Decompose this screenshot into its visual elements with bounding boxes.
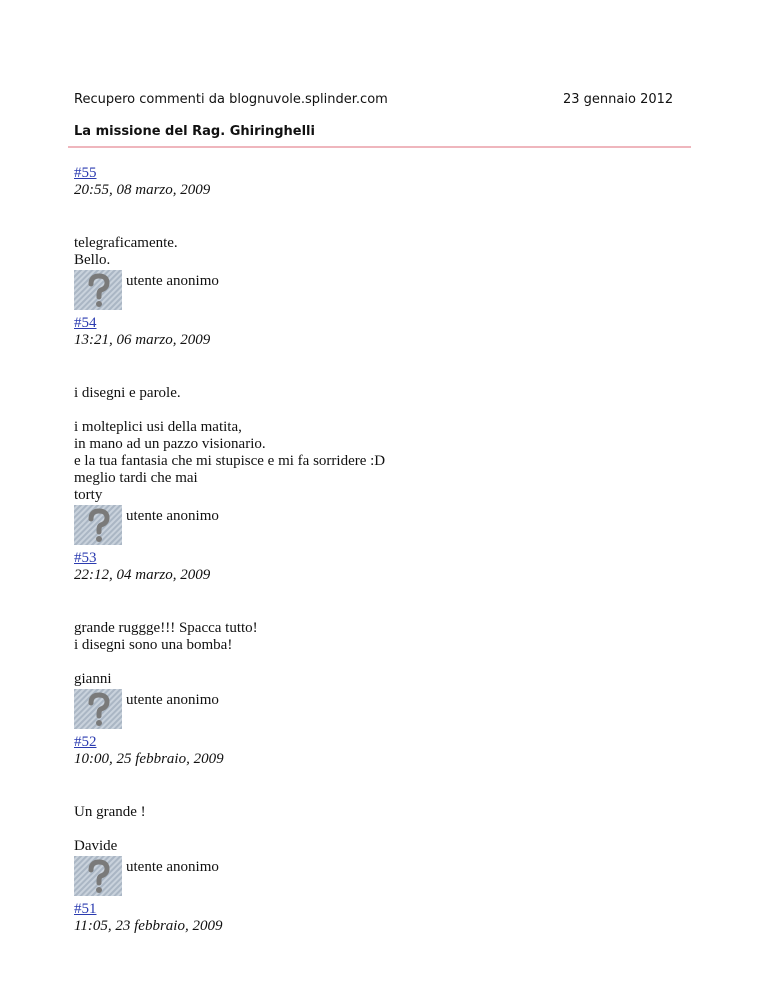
comment-body — [74, 620, 634, 688]
comment-text-line: in mano ad un pazzo visionario. — [74, 436, 266, 452]
comment-text-line: meglio tardi che mai — [74, 470, 198, 486]
comment-timestamp: 13:21, 06 marzo, 2009 — [74, 332, 211, 348]
comment-item — [74, 315, 634, 550]
comment-item — [74, 550, 634, 734]
comment-text-line: Bello. — [74, 252, 111, 268]
comment-timestamp: 20:55, 08 marzo, 2009 — [74, 182, 211, 198]
comment-body — [74, 385, 634, 504]
comment-author — [74, 856, 634, 901]
comment-body — [74, 804, 634, 855]
comment-author — [74, 270, 634, 315]
comment-text-line: Davide — [74, 838, 118, 854]
comment-timestamp: 22:12, 04 marzo, 2009 — [74, 567, 211, 583]
comment-text-line: i molteplici usi della matita, — [74, 419, 242, 435]
comment-timestamp: 10:00, 25 febbraio, 2009 — [74, 751, 224, 767]
comment-number-link[interactable]: #52 — [74, 734, 97, 750]
comment-item — [74, 165, 634, 315]
question-mark-avatar-icon — [74, 856, 122, 896]
comment-text-line: i disegni e parole. — [74, 385, 181, 401]
comment-timestamp: 11:05, 23 febbraio, 2009 — [74, 918, 223, 934]
page-title: La missione del Rag. Ghiringhelli — [74, 124, 315, 139]
comment-text-line: telegraficamente. — [74, 235, 178, 251]
author-name: utente anonimo — [126, 273, 219, 289]
question-mark-avatar-icon — [74, 270, 122, 310]
question-mark-avatar-icon — [74, 689, 122, 729]
comment-item — [74, 901, 634, 935]
comment-number-link[interactable]: #53 — [74, 550, 97, 566]
comment-text-line: Un grande ! — [74, 804, 146, 820]
comment-number-link[interactable]: #55 — [74, 165, 97, 181]
author-name: utente anonimo — [126, 859, 219, 875]
comment-author — [74, 689, 634, 734]
comment-body — [74, 235, 634, 269]
comment-text-line: gianni — [74, 671, 112, 687]
comment-list — [74, 165, 634, 935]
comment-number-link[interactable]: #51 — [74, 901, 97, 917]
comment-text-line: torty — [74, 487, 103, 503]
comment-number-link[interactable]: #54 — [74, 315, 97, 331]
comment-author — [74, 505, 634, 550]
header-date: 23 gennaio 2012 — [563, 92, 674, 107]
comment-text-line: grande ruggge!!! Spacca tutto! — [74, 620, 258, 636]
comment-text-line: i disegni sono una bomba! — [74, 637, 233, 653]
author-name: utente anonimo — [126, 692, 219, 708]
comment-item — [74, 734, 634, 901]
header-source: Recupero commenti da blognuvole.splinder.com — [74, 92, 388, 107]
author-name: utente anonimo — [126, 508, 219, 524]
comment-text-line: e la tua fantasia che mi stupisce e mi fa sorridere :D — [74, 453, 386, 469]
question-mark-avatar-icon — [74, 505, 122, 545]
title-divider — [68, 146, 691, 148]
